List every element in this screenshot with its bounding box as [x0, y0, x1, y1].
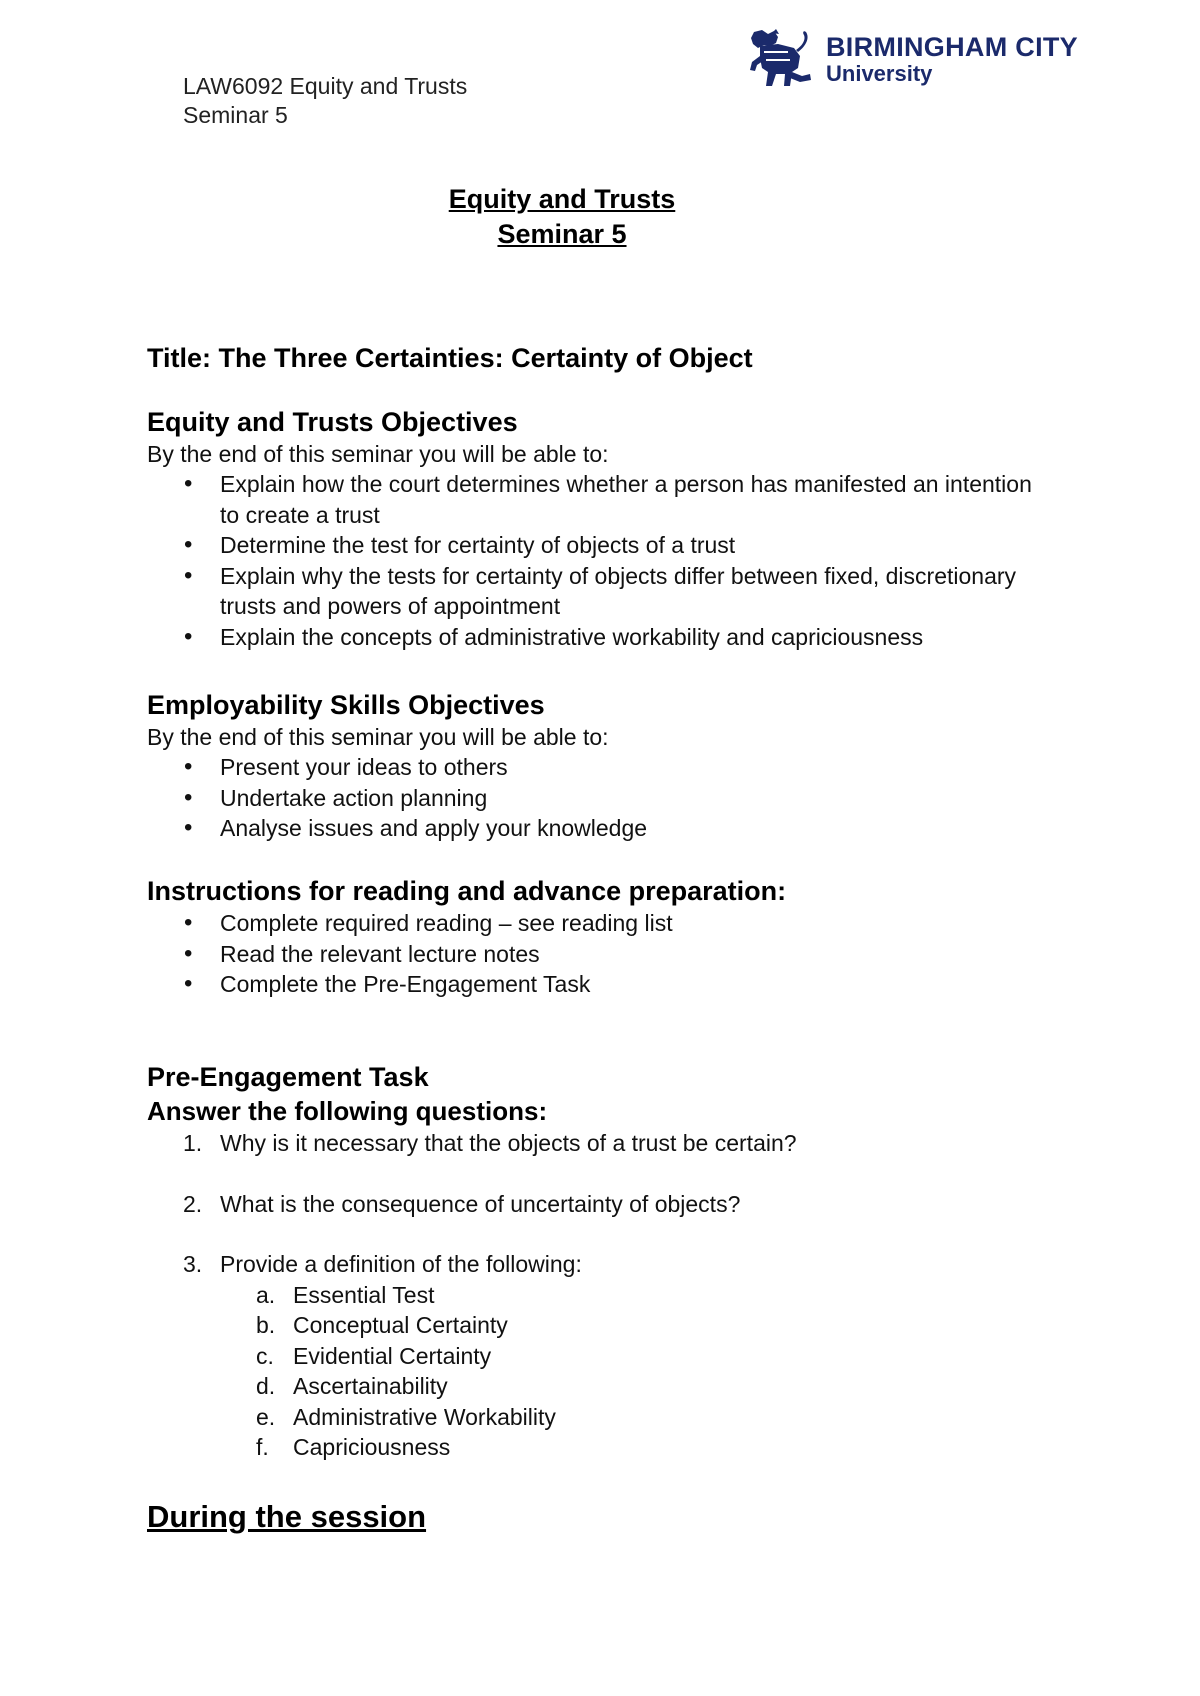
question-text: Provide a definition of the following:: [220, 1251, 582, 1277]
definition-term: Capriciousness: [293, 1434, 451, 1460]
employability-intro: By the end of this seminar you will be able to:: [147, 724, 609, 750]
list-item: [220, 1432, 1047, 1463]
question-text: Why is it necessary that the objects of a trust be certain?: [220, 1130, 797, 1156]
equity-objectives-list: [147, 469, 1047, 652]
list-item: • Explain why the tests for certainty of objects differ between fixed, discretionary trusts and powers of appointment: [147, 561, 1047, 622]
list-item: • Read the relevant lecture notes: [147, 939, 1047, 970]
course-header: [183, 72, 467, 130]
instructions-section: [147, 874, 1047, 1000]
list-item: [220, 1310, 1047, 1341]
title-line-1: Equity and Trusts: [448, 184, 676, 214]
pre-engagement-subheading: Answer the following questions:: [147, 1096, 548, 1126]
list-item: • Undertake action planning: [147, 783, 1047, 814]
university-logo: [748, 28, 1078, 90]
topic-section: [147, 341, 1047, 375]
definition-letter: e.: [256, 1403, 276, 1430]
employability-heading: Employability Skills Objectives: [147, 690, 545, 720]
logo-name-line2: University: [826, 60, 933, 86]
equity-objectives-section: [147, 405, 1047, 652]
list-item: [220, 1341, 1047, 1372]
title-line-2: Seminar 5: [497, 219, 627, 249]
question-text: What is the consequence of uncertainty of objects?: [220, 1190, 741, 1217]
topic-title: Title: The Three Certainties: Certainty of Object: [147, 343, 753, 373]
pre-engagement-section: [147, 1060, 1047, 1463]
list-item: [220, 1280, 1047, 1311]
lion-crest-icon: [748, 28, 814, 90]
question-number: 3.: [183, 1251, 203, 1277]
list-item: [147, 1189, 1047, 1220]
equity-objectives-heading: Equity and Trusts Objectives: [147, 407, 518, 437]
employability-list: [147, 752, 1047, 844]
session-heading: During the session: [147, 1499, 427, 1534]
definition-letter: c.: [256, 1342, 274, 1369]
questions-list: [147, 1128, 1047, 1463]
document-title: [0, 182, 1124, 252]
definition-term: Evidential Certainty: [293, 1342, 492, 1369]
list-item: • Complete the Pre-Engagement Task: [147, 969, 1047, 1000]
definition-term: Conceptual Certainty: [293, 1312, 508, 1338]
definition-letter: f.: [256, 1434, 269, 1460]
definition-term: Ascertainability: [293, 1373, 448, 1399]
instructions-list: [147, 908, 1047, 1000]
definition-letter: b.: [256, 1312, 276, 1338]
list-item: • Explain how the court determines whether a person has manifested an intention to create a trust: [147, 469, 1047, 530]
list-item: • Analyse issues and apply your knowledge: [147, 813, 1047, 844]
definition-term: Administrative Workability: [293, 1403, 556, 1430]
question-number: 1.: [183, 1130, 203, 1156]
logo-name-line1: BIRMINGHAM CITY: [826, 31, 1078, 62]
question-number: 2.: [183, 1190, 203, 1217]
employability-section: [147, 688, 1047, 844]
seminar-label: Seminar 5: [183, 102, 288, 128]
definitions-list: [220, 1280, 1047, 1463]
list-item: • Present your ideas to others: [147, 752, 1047, 783]
list-item: • Determine the test for certainty of objects of a trust: [147, 530, 1047, 561]
instructions-heading: Instructions for reading and advance preparation:: [147, 876, 787, 906]
course-code: LAW6092 Equity and Trusts: [183, 73, 468, 99]
list-item: [220, 1371, 1047, 1402]
pre-engagement-heading: Pre-Engagement Task: [147, 1062, 429, 1092]
list-item: • Explain the concepts of administrative workability and capriciousness: [147, 622, 1047, 653]
list-item: • Complete required reading – see reading list: [147, 908, 1047, 939]
session-section: [147, 1498, 1047, 1536]
definition-term: Essential Test: [293, 1281, 435, 1308]
list-item: [220, 1402, 1047, 1433]
definition-letter: a.: [256, 1281, 276, 1308]
list-item: [147, 1128, 1047, 1159]
list-item: [147, 1249, 1047, 1463]
equity-objectives-intro: By the end of this seminar you will be able to:: [147, 441, 609, 467]
definition-letter: d.: [256, 1373, 276, 1399]
